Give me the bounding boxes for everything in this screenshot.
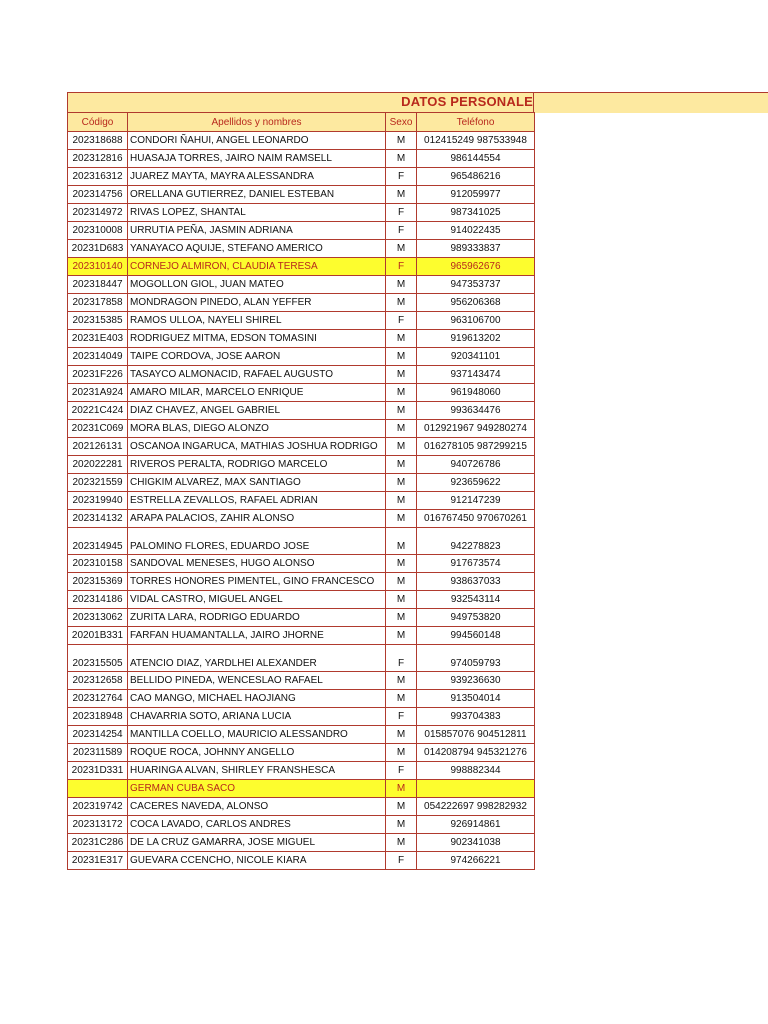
name-cell[interactable]: RIVAS LOPEZ, SHANTAL xyxy=(128,204,386,222)
name-cell[interactable]: RODRIGUEZ MITMA, EDSON TOMASINI xyxy=(128,330,386,348)
table-row xyxy=(68,168,535,186)
code-cell[interactable] xyxy=(68,780,128,798)
table-row xyxy=(68,348,535,366)
code-cell[interactable]: 20231A924 xyxy=(68,384,128,402)
phone-cell[interactable]: 016278105 987299215 xyxy=(417,438,535,456)
table-row xyxy=(68,312,535,330)
phone-cell[interactable]: 014208794 945321276 xyxy=(417,744,535,762)
phone-cell[interactable]: 939236630 xyxy=(417,672,535,690)
code-cell[interactable]: 202126131 xyxy=(68,438,128,456)
name-cell[interactable]: RAMOS ULLOA, NAYELI SHIREL xyxy=(128,312,386,330)
name-cell[interactable]: ARAPA PALACIOS, ZAHIR ALONSO xyxy=(128,510,386,528)
phone-cell[interactable]: 942278823 xyxy=(417,528,535,555)
code-cell[interactable]: 202317858 xyxy=(68,294,128,312)
sex-cell[interactable]: M xyxy=(386,834,417,852)
code-cell[interactable]: 202314049 xyxy=(68,348,128,366)
phone-cell[interactable]: 012921967 949280274 xyxy=(417,420,535,438)
sex-cell[interactable]: M xyxy=(386,132,417,150)
sex-cell[interactable]: M xyxy=(386,438,417,456)
column-header-sex[interactable]: Sexo xyxy=(386,113,417,132)
phone-cell[interactable]: 923659622 xyxy=(417,474,535,492)
sex-cell[interactable]: M xyxy=(386,276,417,294)
table-row xyxy=(68,573,535,591)
name-cell[interactable]: CHIGKIM ALVAREZ, MAX SANTIAGO xyxy=(128,474,386,492)
sex-cell[interactable]: M xyxy=(386,627,417,645)
name-cell[interactable]: YANAYACO AQUIJE, STEFANO AMERICO xyxy=(128,240,386,258)
table-body xyxy=(68,132,535,870)
sex-cell[interactable]: F xyxy=(386,168,417,186)
code-cell[interactable]: 202312764 xyxy=(68,690,128,708)
sex-cell[interactable]: M xyxy=(386,240,417,258)
name-cell[interactable]: VIDAL CASTRO, MIGUEL ANGEL xyxy=(128,591,386,609)
sex-cell[interactable]: F xyxy=(386,762,417,780)
table-row xyxy=(68,456,535,474)
table-row xyxy=(68,645,535,672)
phone-cell[interactable]: 912059977 xyxy=(417,186,535,204)
sex-cell[interactable]: F xyxy=(386,852,417,870)
sex-cell[interactable]: M xyxy=(386,798,417,816)
code-cell[interactable]: 202310008 xyxy=(68,222,128,240)
table-row xyxy=(68,708,535,726)
sex-cell[interactable]: M xyxy=(386,420,417,438)
code-cell[interactable]: 202315385 xyxy=(68,312,128,330)
phone-cell[interactable]: 965962676 xyxy=(417,258,535,276)
sex-cell[interactable]: M xyxy=(386,816,417,834)
sex-cell[interactable]: F xyxy=(386,258,417,276)
phone-cell[interactable]: 974059793 xyxy=(417,645,535,672)
sex-cell[interactable]: M xyxy=(386,150,417,168)
code-cell[interactable]: 202312658 xyxy=(68,672,128,690)
code-cell[interactable]: 202319742 xyxy=(68,798,128,816)
name-cell[interactable]: MONDRAGON PINEDO, ALAN YEFFER xyxy=(128,294,386,312)
sex-cell[interactable]: F xyxy=(386,312,417,330)
code-cell[interactable]: 202319940 xyxy=(68,492,128,510)
name-cell[interactable]: CHAVARRIA SOTO, ARIANA LUCIA xyxy=(128,708,386,726)
code-cell[interactable]: 20231D331 xyxy=(68,762,128,780)
code-cell[interactable]: 20231F226 xyxy=(68,366,128,384)
phone-cell[interactable]: 998882344 xyxy=(417,762,535,780)
phone-cell[interactable]: 986144554 xyxy=(417,150,535,168)
name-cell[interactable]: CACERES NAVEDA, ALONSO xyxy=(128,798,386,816)
name-cell[interactable]: CONDORI ÑAHUI, ANGEL LEONARDO xyxy=(128,132,386,150)
name-cell[interactable]: COCA LAVADO, CARLOS ANDRES xyxy=(128,816,386,834)
code-cell[interactable]: 202318447 xyxy=(68,276,128,294)
table-row xyxy=(68,420,535,438)
code-cell[interactable]: 202318688 xyxy=(68,132,128,150)
name-cell[interactable]: MORA BLAS, DIEGO ALONZO xyxy=(128,420,386,438)
name-cell[interactable]: SANDOVAL MENESES, HUGO ALONSO xyxy=(128,555,386,573)
code-cell[interactable]: 202315369 xyxy=(68,573,128,591)
phone-cell[interactable]: 913504014 xyxy=(417,690,535,708)
name-cell[interactable]: CAO MANGO, MICHAEL HAOJIANG xyxy=(128,690,386,708)
phone-cell[interactable]: 963106700 xyxy=(417,312,535,330)
sex-cell[interactable]: F xyxy=(386,222,417,240)
table-row xyxy=(68,591,535,609)
sex-cell[interactable]: M xyxy=(386,330,417,348)
table-row xyxy=(68,555,535,573)
code-cell[interactable]: 202310158 xyxy=(68,555,128,573)
sex-cell[interactable]: M xyxy=(386,186,417,204)
table-row xyxy=(68,609,535,627)
code-cell[interactable]: 202312816 xyxy=(68,150,128,168)
phone-cell[interactable]: 926914861 xyxy=(417,816,535,834)
sex-cell[interactable]: M xyxy=(386,690,417,708)
sex-cell[interactable]: M xyxy=(386,510,417,528)
table-header-row xyxy=(68,113,535,132)
table-row xyxy=(68,492,535,510)
sex-cell[interactable]: F xyxy=(386,204,417,222)
table-row xyxy=(68,744,535,762)
phone-cell[interactable] xyxy=(417,780,535,798)
table-row xyxy=(68,132,535,150)
code-cell[interactable]: 20201B331 xyxy=(68,627,128,645)
code-cell[interactable]: 202321559 xyxy=(68,474,128,492)
code-cell[interactable]: 202314254 xyxy=(68,726,128,744)
code-cell[interactable]: 202316312 xyxy=(68,168,128,186)
sex-cell[interactable]: F xyxy=(386,708,417,726)
name-cell[interactable]: ATENCIO DIAZ, YARDLHEI ALEXANDER xyxy=(128,645,386,672)
phone-cell[interactable]: 054222697 998282932 xyxy=(417,798,535,816)
sex-cell[interactable]: M xyxy=(386,726,417,744)
name-cell[interactable]: DE LA CRUZ GAMARRA, JOSE MIGUEL xyxy=(128,834,386,852)
sex-cell[interactable]: M xyxy=(386,402,417,420)
table-row xyxy=(68,366,535,384)
phone-cell[interactable]: 987341025 xyxy=(417,204,535,222)
code-cell[interactable]: 202310140 xyxy=(68,258,128,276)
table-row xyxy=(68,510,535,528)
sex-cell[interactable]: M xyxy=(386,366,417,384)
phone-cell[interactable]: 015857076 904512811 xyxy=(417,726,535,744)
column-header-phone[interactable]: Teléfono xyxy=(417,113,535,132)
table-row xyxy=(68,690,535,708)
code-cell[interactable]: 20231C286 xyxy=(68,834,128,852)
table-row xyxy=(68,528,535,555)
phone-cell[interactable]: 961948060 xyxy=(417,384,535,402)
phone-cell[interactable]: 993704383 xyxy=(417,708,535,726)
table-row xyxy=(68,816,535,834)
sex-cell[interactable]: M xyxy=(386,555,417,573)
name-cell[interactable]: ROQUE ROCA, JOHNNY ANGELLO xyxy=(128,744,386,762)
name-cell[interactable]: OSCANOA INGARUCA, MATHIAS JOSHUA RODRIGO xyxy=(128,438,386,456)
code-cell[interactable]: 202314945 xyxy=(68,528,128,555)
sex-cell[interactable]: M xyxy=(386,672,417,690)
name-cell[interactable]: TASAYCO ALMONACID, RAFAEL AUGUSTO xyxy=(128,366,386,384)
phone-cell[interactable]: 917673574 xyxy=(417,555,535,573)
table-row xyxy=(68,627,535,645)
name-cell[interactable]: BELLIDO PINEDA, WENCESLAO RAFAEL xyxy=(128,672,386,690)
code-cell[interactable]: 20231D683 xyxy=(68,240,128,258)
sex-cell[interactable]: M xyxy=(386,456,417,474)
phone-cell[interactable]: 912147239 xyxy=(417,492,535,510)
sex-cell[interactable]: M xyxy=(386,609,417,627)
phone-cell[interactable]: 920341101 xyxy=(417,348,535,366)
table-row xyxy=(68,474,535,492)
table-row xyxy=(68,798,535,816)
name-cell[interactable]: CORNEJO ALMIRON, CLAUDIA TERESA xyxy=(128,258,386,276)
name-cell[interactable]: DIAZ CHAVEZ, ANGEL GABRIEL xyxy=(128,402,386,420)
table-row xyxy=(68,780,535,798)
phone-cell[interactable]: 965486216 xyxy=(417,168,535,186)
table-row xyxy=(68,402,535,420)
name-cell[interactable]: HUASAJA TORRES, JAIRO NAIM RAMSELL xyxy=(128,150,386,168)
name-cell[interactable]: ESTRELLA ZEVALLOS, RAFAEL ADRIAN xyxy=(128,492,386,510)
phone-cell[interactable]: 949753820 xyxy=(417,609,535,627)
code-cell[interactable]: 202022281 xyxy=(68,456,128,474)
phone-cell[interactable]: 919613202 xyxy=(417,330,535,348)
sex-cell[interactable]: M xyxy=(386,528,417,555)
code-cell[interactable]: 20221C424 xyxy=(68,402,128,420)
table-row xyxy=(68,258,535,276)
table-row xyxy=(68,852,535,870)
table-row xyxy=(68,330,535,348)
code-cell[interactable]: 20231E317 xyxy=(68,852,128,870)
column-header-code[interactable]: Código xyxy=(68,113,128,132)
sheet-title: DATOS PERSONALE xyxy=(401,94,533,109)
phone-cell[interactable]: 902341038 xyxy=(417,834,535,852)
column-header-name[interactable]: Apellidos y nombres xyxy=(128,113,386,132)
name-cell[interactable]: AMARO MILAR, MARCELO ENRIQUE xyxy=(128,384,386,402)
phone-cell[interactable]: 993634476 xyxy=(417,402,535,420)
table-row xyxy=(68,672,535,690)
phone-cell[interactable]: 989333837 xyxy=(417,240,535,258)
table-row xyxy=(68,762,535,780)
name-cell[interactable]: MANTILLA COELLO, MAURICIO ALESSANDRO xyxy=(128,726,386,744)
sex-cell[interactable]: M xyxy=(386,492,417,510)
sex-cell[interactable]: M xyxy=(386,474,417,492)
sex-cell[interactable]: M xyxy=(386,573,417,591)
name-cell[interactable]: ZURITA LARA, RODRIGO EDUARDO xyxy=(128,609,386,627)
name-cell[interactable]: GUEVARA CCENCHO, NICOLE KIARA xyxy=(128,852,386,870)
table-row xyxy=(68,726,535,744)
phone-cell[interactable]: 940726786 xyxy=(417,456,535,474)
phone-cell[interactable]: 937143474 xyxy=(417,366,535,384)
sex-cell[interactable]: M xyxy=(386,348,417,366)
phone-cell[interactable]: 016767450 970670261 xyxy=(417,510,535,528)
table-row xyxy=(68,384,535,402)
name-cell[interactable]: RIVEROS PERALTA, RODRIGO MARCELO xyxy=(128,456,386,474)
phone-cell[interactable]: 947353737 xyxy=(417,276,535,294)
code-cell[interactable]: 20231E403 xyxy=(68,330,128,348)
table-row xyxy=(68,222,535,240)
name-cell[interactable]: GERMAN CUBA SACO xyxy=(128,780,386,798)
phone-cell[interactable]: 956206368 xyxy=(417,294,535,312)
phone-cell[interactable]: 012415249 987533948 xyxy=(417,132,535,150)
sex-cell[interactable]: M xyxy=(386,384,417,402)
code-cell[interactable]: 202314756 xyxy=(68,186,128,204)
code-cell[interactable]: 20231C069 xyxy=(68,420,128,438)
table-row xyxy=(68,438,535,456)
code-cell[interactable]: 202314186 xyxy=(68,591,128,609)
student-roster-table xyxy=(67,112,535,870)
table-row xyxy=(68,834,535,852)
table-row xyxy=(68,294,535,312)
name-cell[interactable]: FARFAN HUAMANTALLA, JAIRO JHORNE xyxy=(128,627,386,645)
phone-cell[interactable]: 938637033 xyxy=(417,573,535,591)
phone-cell[interactable]: 914022435 xyxy=(417,222,535,240)
code-cell[interactable]: 202311589 xyxy=(68,744,128,762)
code-cell[interactable]: 202315505 xyxy=(68,645,128,672)
phone-cell[interactable]: 932543114 xyxy=(417,591,535,609)
phone-cell[interactable]: 994560148 xyxy=(417,627,535,645)
table-row xyxy=(68,204,535,222)
table-row xyxy=(68,240,535,258)
code-cell[interactable]: 202314132 xyxy=(68,510,128,528)
code-cell[interactable]: 202313062 xyxy=(68,609,128,627)
sex-cell[interactable]: M xyxy=(386,591,417,609)
code-cell[interactable]: 202314972 xyxy=(68,204,128,222)
name-cell[interactable]: ORELLANA GUTIERREZ, DANIEL ESTEBAN xyxy=(128,186,386,204)
name-cell[interactable]: TORRES HONORES PIMENTEL, GINO FRANCESCO xyxy=(128,573,386,591)
sex-cell[interactable]: M xyxy=(386,294,417,312)
name-cell[interactable]: PALOMINO FLORES, EDUARDO JOSE xyxy=(128,528,386,555)
name-cell[interactable]: JUAREZ MAYTA, MAYRA ALESSANDRA xyxy=(128,168,386,186)
code-cell[interactable]: 202313172 xyxy=(68,816,128,834)
name-cell[interactable]: HUARINGA ALVAN, SHIRLEY FRANSHESCA xyxy=(128,762,386,780)
phone-cell[interactable]: 974266221 xyxy=(417,852,535,870)
table-row xyxy=(68,276,535,294)
code-cell[interactable]: 202318948 xyxy=(68,708,128,726)
sex-cell[interactable]: M xyxy=(386,780,417,798)
sex-cell[interactable]: F xyxy=(386,645,417,672)
table-row xyxy=(68,186,535,204)
name-cell[interactable]: MOGOLLON GIOL, JUAN MATEO xyxy=(128,276,386,294)
sex-cell[interactable]: M xyxy=(386,744,417,762)
table-row xyxy=(68,150,535,168)
name-cell[interactable]: URRUTIA PEÑA, JASMIN ADRIANA xyxy=(128,222,386,240)
name-cell[interactable]: TAIPE CORDOVA, JOSE AARON xyxy=(128,348,386,366)
